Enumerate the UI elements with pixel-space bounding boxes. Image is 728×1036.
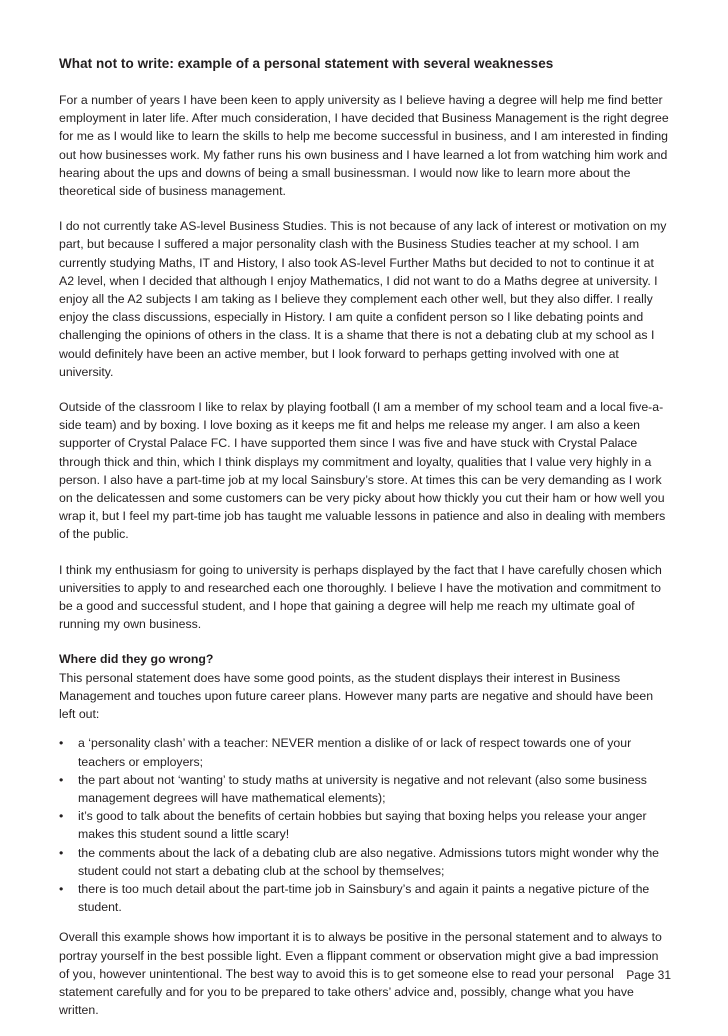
statement-paragraph-3: Outside of the classroom I like to relax by playing football (I am a member of my school team and a local five-a-side team) and by boxing. I love boxing as it keeps me fit and helps me release my anger. I am also a keen supporter of Crystal Palace FC. I have supported them since I was five and have stuck with Crystal Palace through thick and thin, which I think displays my commitment and loyalty, qualities that I value very highly in a person. I also have a part-time job at my local Sainsbury’s store. At times this can be very demanding as I work on the delicatessen and some customers can be very picky about how thickly you cut their ham or how well you wrap it, but I feel my part-time job has taught me valuable lessons in patience and also in dealing with members of the public. bbox=[59, 400, 666, 542]
statement-paragraph-4: I think my enthusiasm for going to university is perhaps displayed by the fact that I have carefully chosen which universities to apply to and researched each one thoroughly. I believe I have the motivation and commitment to be a good and successful student, and I hope that gaining a degree will help me reach my ultimate goal of running my own business. bbox=[59, 562, 662, 632]
statement-paragraph-1: For a number of years I have been keen to apply university as I believe having a degree will help me find better employment in later life. After much consideration, I have decided that Business Management is the right degree for me as I would like to learn the skills to help me become successful in business, and I am interested in finding out how businesses work. My father runs his own business and I have learned a lot from watching him work and hearing about the ups and downs of being a small businessman. I would now like to learn more about the theoretical side of business management. bbox=[59, 93, 669, 199]
list-item-text: the comments about the lack of a debating club are also negative. Admissions tutors might wonder why the student could not start a debating club at the school by themselves; bbox=[78, 845, 660, 878]
analysis-subheading: Where did they go wrong? bbox=[59, 652, 214, 667]
bullet-icon: • bbox=[59, 736, 64, 751]
conclusion-paragraph: Overall this example shows how important it is to always be positive in the personal statement and to always to portray yourself in the best possible light. Even a flippant comment or observation might give a bad impression of you, however unintentional. The best way to avoid this is to get someone else to read your personal statement carefully and for you to be prepared to take others’ advice and, possibly, change what you have written. bbox=[59, 930, 662, 1018]
bullet-icon: • bbox=[59, 845, 64, 860]
weakness-list bbox=[59, 734, 670, 916]
list-item bbox=[59, 880, 670, 916]
list-item bbox=[59, 734, 670, 770]
analysis-intro: This personal statement does have some good points, as the student displays their interest in Business Management and touches upon future career plans. However many parts are negative and should have been left out: bbox=[59, 670, 654, 722]
list-item-text: there is too much detail about the part-time job in Sainsbury’s and again it paints a negative picture of the student. bbox=[78, 881, 650, 915]
page-number: Page 31 bbox=[626, 968, 671, 982]
list-item bbox=[59, 771, 670, 807]
list-item bbox=[59, 844, 670, 880]
statement-paragraph-2: I do not currently take AS-level Business Studies. This is not because of any lack of interest or motivation on my part, but because I suffered a major personality clash with the Business Studies teacher at my school. I am currently studying Maths, IT and History, I also took AS-level Further Maths but decided to not to continue it at A2 level, when I decided that although I enjoy Mathematics, I did not want to do a Maths degree at university. I enjoy all the A2 subjects I am taking as I believe they complement each other well, but they also differ. I really enjoy the class discussions, especially in History. I am quite a confident person so I like debating points and challenging the opinions of others in the class. It is a shame that there is not a debating club at my school as I would definitely have been an active member, but I look forward to perhaps getting involved with one at university. bbox=[59, 219, 667, 379]
bullet-icon: • bbox=[59, 809, 64, 824]
bullet-icon: • bbox=[59, 772, 64, 787]
list-item bbox=[59, 807, 670, 843]
bullet-icon: • bbox=[59, 881, 64, 896]
page-title: What not to write: example of a personal statement with several weaknesses bbox=[59, 56, 554, 71]
list-item-text: it’s good to talk about the benefits of certain hobbies but saying that boxing helps you release your anger makes this student sound a little scary! bbox=[78, 809, 647, 842]
document-page bbox=[59, 54, 670, 1036]
list-item-text: the part about not ‘wanting’ to study maths at university is negative and not relevant (also some business management degrees will have mathematical elements); bbox=[78, 772, 647, 805]
list-item-text: a ‘personality clash’ with a teacher: NEVER mention a dislike of or lack of respect towards one of your teachers or employers; bbox=[78, 736, 632, 769]
